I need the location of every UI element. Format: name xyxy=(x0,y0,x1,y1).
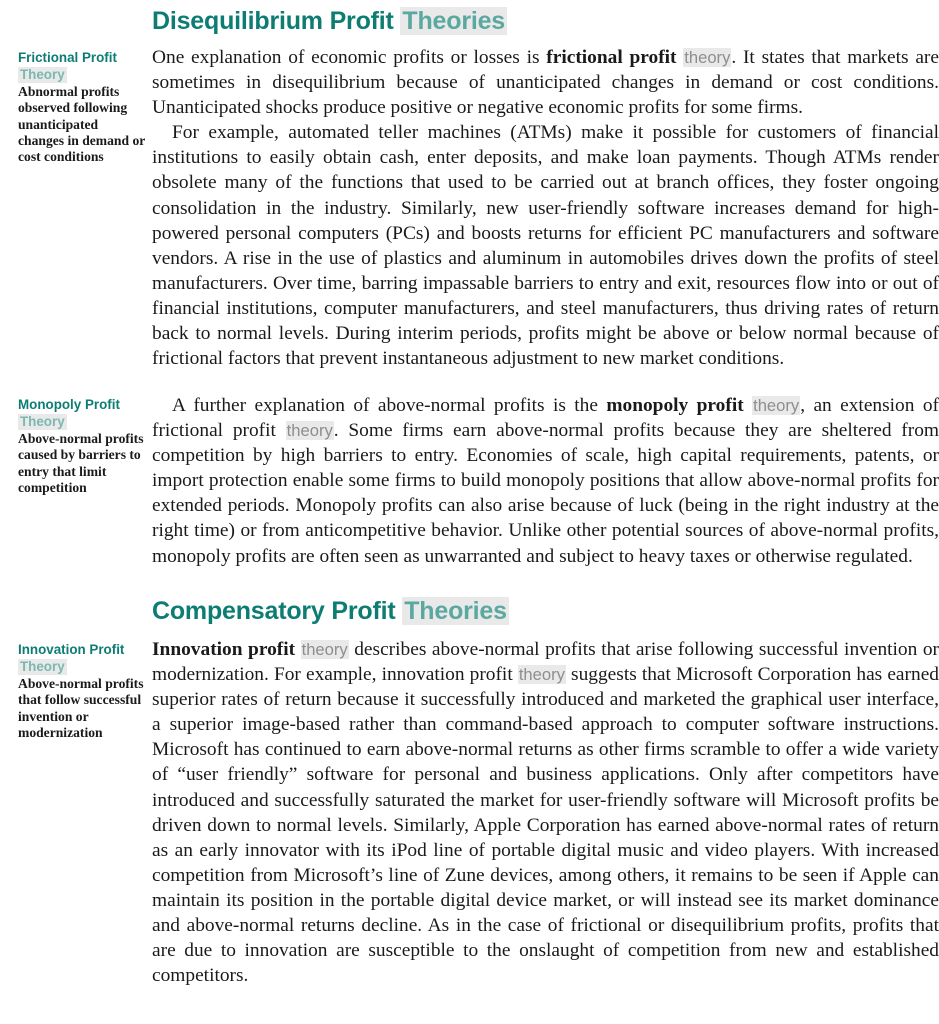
section-heading-disequilibrium xyxy=(152,8,507,36)
key-term-bold: monopoly profit xyxy=(606,395,744,416)
paragraph-innovation xyxy=(152,637,939,988)
paragraph-frictional-examples: For example, automated teller machines (ATMs) make it possible for customers of financial institutions to easily obtain cash, enter deposits, and make loan payments. Though ATMs render obsolete many of the functions that used to be carried out at branch offices, they foster ongoing consolidation in the industry. Similarly, new user-friendly software increases demand for high-powered personal computers (PCs) and boosts returns for efficient PC manufacturers and software vendors. A rise in the use of plastics and aluminum in automobiles drives down the profits of steel manufacturers. Over time, barring impassable barriers to entry and exit, resources flow into or out of financial institutions, computer manufacturers, and steel manufacturers, thus driving rates of return back to normal levels. During interim periods, profits might be above or below normal because of frictional factors that prevent instantaneous adjustment to new market conditions. xyxy=(152,122,939,370)
section-heading-highlighted-text: Theories xyxy=(402,7,506,35)
section-heading-primary-text: Compensatory Profit xyxy=(152,597,396,625)
margin-note-definition: Abnormal profits observed following unanticipated changes in demand or cost conditions xyxy=(18,84,146,165)
glossary-term-theory: theory xyxy=(286,421,333,441)
body-text-innovation-profit xyxy=(152,637,939,988)
margin-note-title: Innovation Profit xyxy=(18,642,125,657)
paragraph-run: One explanation of economic profits or losses is xyxy=(152,47,547,68)
paragraph-run: . It states that markets are sometimes in disequilibrium because of unanticipated changes in demand or cost conditions. Unanticipated shocks produce positive or negative economic profits for some firms. xyxy=(152,47,939,119)
paragraph-run: , an extension of frictional profit xyxy=(152,395,939,442)
margin-note-frictional-profit-theory xyxy=(18,50,146,165)
section-heading-compensatory xyxy=(152,598,509,626)
key-term-bold: frictional profit xyxy=(546,47,677,68)
paragraph-run: A further explanation of above-normal profits is the xyxy=(172,395,607,416)
margin-note-title: Frictional Profit xyxy=(18,50,117,65)
margin-note-definition: Above-normal profits caused by barriers to entry that limit competition xyxy=(18,431,144,495)
paragraph-run: . Some firms earn above-normal profits because they are sheltered from competition by high barriers to entry. Economies of scale, high capital requirements, patents, or import protection enable some firms to build monopoly positions that allow above-normal profits for extended periods. Monopoly profits can also arise because of luck (being in the right industry at the right time) or from anticompetitive behavior. Unlike other potential sources of above-normal profits, monopoly profits are often seen as unwarranted and subject to heavy taxes or otherwise regulated. xyxy=(152,420,939,567)
glossary-term-theory: theory xyxy=(518,665,565,685)
paragraph-run: describes above-normal profits that arise following successful invention or modernization. For example, innovation profit xyxy=(152,639,939,686)
glossary-term-theory: theory xyxy=(753,396,800,415)
margin-note-innovation-profit-theory xyxy=(18,642,146,741)
paragraph-monopoly xyxy=(152,393,939,569)
key-term-bold: Innovation profit xyxy=(152,639,296,660)
margin-note-definition: Above-normal profits that follow successful invention or modernization xyxy=(18,676,144,740)
body-text-frictional-profit xyxy=(152,45,939,371)
glossary-term-theory: theory xyxy=(301,640,348,659)
margin-note-subtitle: Theory xyxy=(20,414,65,429)
paragraph-frictional-intro xyxy=(152,45,939,120)
glossary-term-theory: theory xyxy=(684,48,731,67)
margin-note-subtitle: Theory xyxy=(20,659,65,674)
margin-note-monopoly-profit-theory xyxy=(18,397,146,496)
section-heading-primary-text: Disequilibrium Profit xyxy=(152,7,394,35)
paragraph-run: suggests that Microsoft Corporation has earned superior rates of return because it successfully introduced and marketed the graphical user interface, a superior image-based rather than command-based approach to computer software instructions. Microsoft has continued to earn above-normal returns as other firms scramble to offer a wide variety of “user friendly” software for personal and business applications. Only after competitors have introduced and successfully saturated the market for user-friendly software will Microsoft profits be driven down to normal levels. Similarly, Apple Corporation has earned above-normal rates of return as an early innovator with its iPod line of portable digital music and video players. With increased competition from Microsoft’s line of Zune devices, among others, it remains to be seen if Apple can maintain its position in the portable digital device market, or will instead see its market dominance and above-normal returns decline. As in the case of frictional or disequilibrium profits, profits that are due to innovation are susceptible to the onslaught of competition from new and established competitors. xyxy=(152,664,939,987)
margin-note-title: Monopoly Profit xyxy=(18,397,120,412)
body-text-monopoly-profit xyxy=(152,393,939,569)
margin-note-subtitle: Theory xyxy=(20,67,65,82)
section-heading-highlighted-text: Theories xyxy=(404,597,507,625)
